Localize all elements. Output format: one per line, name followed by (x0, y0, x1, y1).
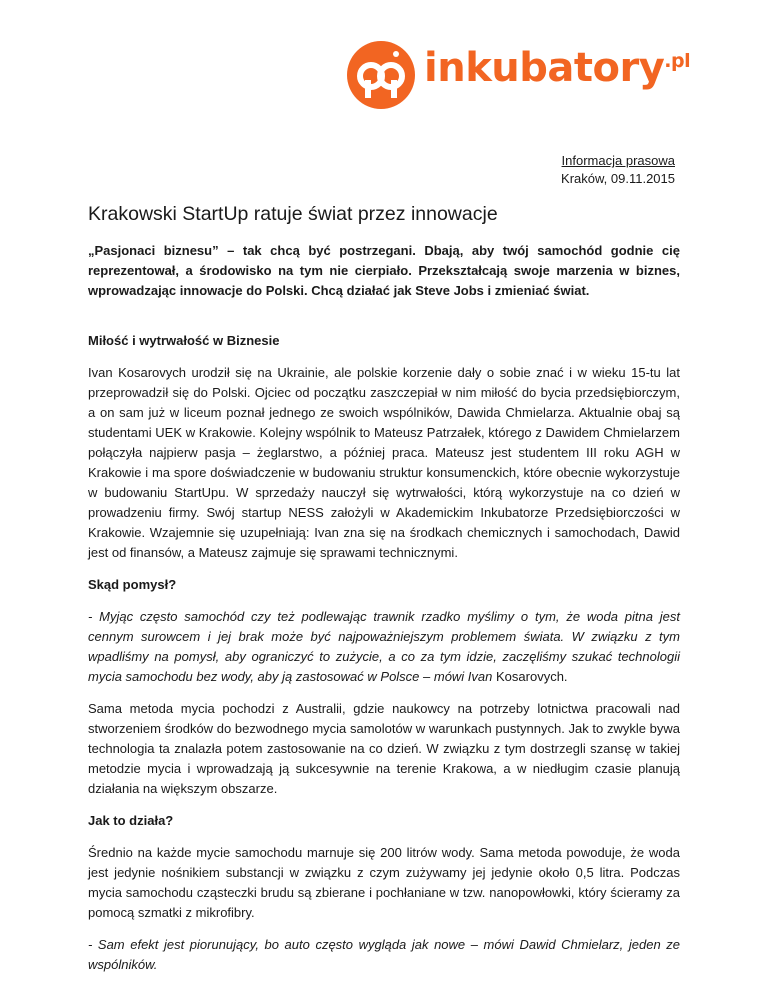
document-title: Krakowski StartUp ratuje świat przez innowacje (88, 203, 498, 225)
logo-wordmark (424, 45, 691, 91)
document-body (88, 201, 680, 987)
section-idea-paragraph: Sama metoda mycia pochodzi z Australii, gdzie naukowcy na potrzeby lotnictwa pracowali nad stworzeniem środków do bezwodnego mycia samolotów w warunkach pustynnych. Jak to zwykle bywa technologia ta znalazła potem zastosowanie na co dzień. W związku z tym dostrzegli szansę w takiej metodzie mycia i wprowadzają ją sukcesywnie na terenie Krakowa, a w niedługim czasie planują działania na większym obszarze. (88, 701, 680, 796)
logo-suffix: .pl (664, 50, 691, 72)
press-place-date: Kraków, 09.11.2015 (561, 171, 675, 186)
press-info (561, 152, 675, 188)
section-how-paragraph: Średnio na każde mycie samochodu marnuje się 200 litrów wody. Sama metoda powoduje, że woda jest jedynie nośnikiem substancji w związku z czym zużywamy jej jedynie około 0,5 litra. Podczas mycia samochodu cząsteczki brudu są zbierane i pochłaniane w tzw. nanopowłowki, który ścieramy za pomocą szmatki z mikrofibry. (88, 845, 680, 920)
logo-brand: inkubatory (424, 45, 665, 91)
section-how-quote: - Sam efekt jest piorunujący, bo auto często wygląda jak nowe – mówi Dawid Chmielarz, jeden ze wspólników. (88, 937, 680, 972)
idea-quote-italic: - Myjąc często samochód czy też podlewając trawnik rzadko myślimy o tym, że woda pitna jest cennym surowcem i jej brak może być najpoważniejszym problemem świata. W związku z tym wpadliśmy na pomysł, aby ograniczyć to zużycie, a co za tym idzie, zaczęliśmy szukać technologii mycia samochodu bez wody, aby ją zastosować w Polsce – mówi Ivan (88, 609, 680, 684)
section-heading-love: Miłość i wytrwałość w Biznesie (88, 333, 280, 348)
section-heading-how: Jak to działa? (88, 813, 174, 828)
section-idea-quote (88, 607, 680, 687)
press-release-label: Informacja prasowa (561, 153, 675, 168)
idea-quote-tail: Kosarovych. (492, 669, 568, 684)
inkubatory-logo-mark-icon (346, 40, 416, 110)
section-heading-idea: Skąd pomysł? (88, 577, 177, 592)
lead-paragraph: „Pasjonaci biznesu” – tak chcą być postrzegani. Dbają, aby twój samochód godnie cię reprezentował, a środowisko na tym nie cierpiało. Przekształcają swoje marzenia w biznes, wprowadzając innowacje do Polski. Chcą działać jak Steve Jobs i zmieniać świat. (88, 243, 680, 298)
inkubatory-logo (346, 40, 706, 110)
section-love-paragraph: Ivan Kosarovych urodził się na Ukrainie, ale polskie korzenie dały o sobie znać i w wieku 15-tu lat przeprowadził się do Polski. Ojciec od początku zaszczepiał w nim miłość do bycia przedsiębiorczym, a on sam już w liceum poznał jednego ze swoich wspólników, Dawida Chmielarza. Aktualnie obaj są studentami UEK w Krakowie. Kolejny wspólnik to Mateusz Patrzałek, którego z Dawidem Chmielarzem połączyła najpierw pasja – żeglarstwo, a później praca. Mateusz jest studentem III roku AGH w Krakowie i ma spore doświadczenie w budowaniu struktur konsumenckich, które obecnie wykorzystuje w budowaniu StartUpu. W sprzedaży nauczył się wytrwałości, którą wykorzystuje na co dzień w prowadzeniu firmy. Swój startup NESS założyli w Akademickim Inkubatorze Przedsiębiorczości w Krakowie. Wzajemnie się uzupełniają: Ivan zna się na środkach chemicznych i samochodach, Dawid jest od finansów, a Mateusz zajmuje się sprawami technicznymi. (88, 365, 680, 560)
